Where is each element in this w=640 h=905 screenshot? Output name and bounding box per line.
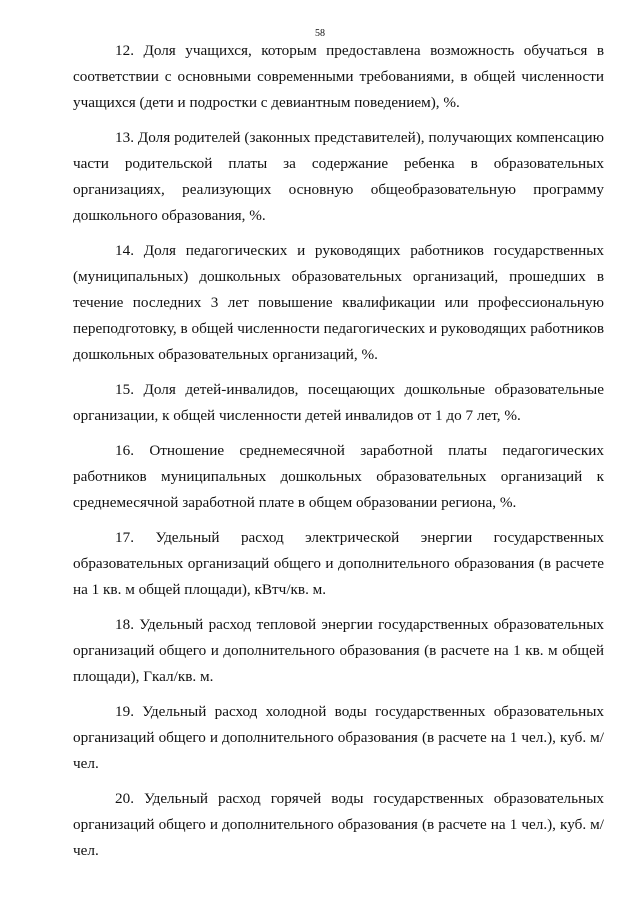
- paragraph-12: 12. Доля учащихся, которым предоставлена возможность обучаться в соответствии с основными современными требованиями, в общей численности учащихся (дети и подростки с девиантным поведением), %.: [73, 42, 604, 111]
- paragraph-14: 14. Доля педагогических и руководящих работников государственных (муниципальных) дошкольных образовательных организаций, прошедших в течение последних 3 лет повышение квалификации или профессиональную переподготовку, в общей численности педагогических и руководящих работников дошкольных образовательных организаций, %.: [73, 242, 604, 363]
- paragraph-18: 18. Удельный расход тепловой энергии государственных образовательных организаций общего и дополнительного образования (в расчете на 1 кв. м общей площади), Гкал/кв. м.: [73, 616, 604, 685]
- paragraph-20: 20. Удельный расход горячей воды государственных образовательных организаций общего и дополнительного образования (в расчете на 1 чел.), куб. м/чел.: [73, 790, 604, 859]
- paragraph-17: 17. Удельный расход электрической энергии государственных образовательных организаций общего и дополнительного образования (в расчете на 1 кв. м общей площади), кВтч/кв. м.: [73, 529, 604, 598]
- page-number: 58: [315, 28, 325, 39]
- paragraph-19: 19. Удельный расход холодной воды государственных образовательных организаций общего и дополнительного образования (в расчете на 1 чел.), куб. м/чел.: [73, 703, 604, 772]
- paragraph-15: 15. Доля детей-инвалидов, посещающих дошкольные образовательные организации, к общей численности детей инвалидов от 1 до 7 лет, %.: [73, 381, 604, 424]
- document-body: [73, 38, 604, 873]
- paragraph-13: 13. Доля родителей (законных представителей), получающих компенсацию части родительской платы за содержание ребенка в образовательных организациях, реализующих основную общеобразовательную программу дошкольного образования, %.: [73, 129, 604, 224]
- paragraph-16: 16. Отношение среднемесячной заработной платы педагогических работников муниципальных дошкольных образовательных организаций к среднемесячной заработной плате в общем образовании региона, %.: [73, 442, 604, 511]
